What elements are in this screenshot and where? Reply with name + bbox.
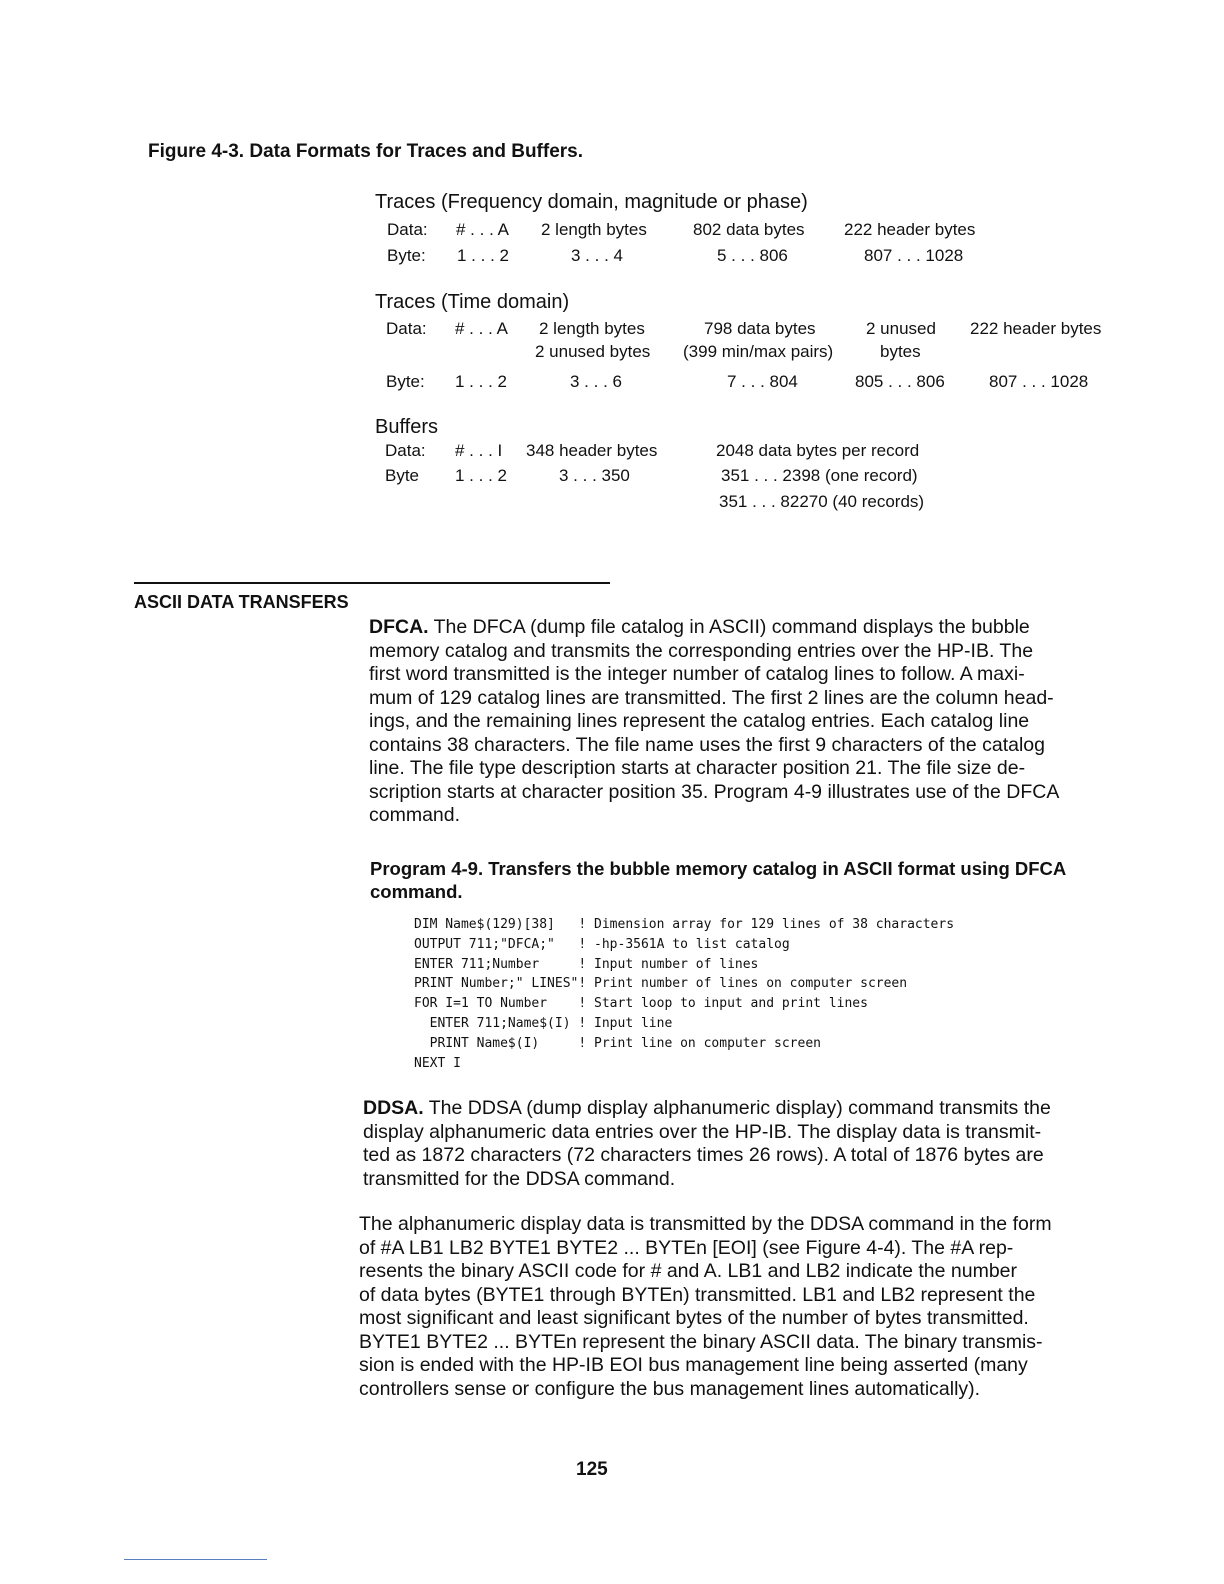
table-cell: 1 . . . 2 <box>455 372 507 391</box>
paragraph-line: mum of 129 catalog lines are transmitted. The first 2 lines are the column head- <box>369 686 1054 709</box>
paragraph-line: first word transmitted is the integer number of catalog lines to follow. A maxi- <box>369 663 1025 685</box>
paragraph-line: transmitted for the DDSA command. <box>363 1167 676 1190</box>
code-line: ENTER 711;Number ! Input number of lines <box>414 956 759 972</box>
table-label: Byte <box>385 466 420 485</box>
table-cell: 805 . . . 806 <box>855 372 945 391</box>
table-label: Data: <box>385 441 426 460</box>
program-code <box>414 915 954 1073</box>
figure-title: Figure 4-3. Data Formats for Traces and Buffers. <box>148 141 584 162</box>
table-cell: 802 data bytes <box>693 220 805 239</box>
alphanumeric-paragraph <box>359 1213 1052 1401</box>
table-cell: 1 . . . 2 <box>457 246 509 265</box>
paragraph-line: ted as 1872 characters (72 characters times 26 rows). A total of 1876 bytes are <box>363 1144 1044 1166</box>
table-cell: 2 unused <box>866 319 936 338</box>
ddsa-paragraph <box>363 1097 1051 1191</box>
code-line: PRINT Name$(I) ! Print line on computer screen <box>414 1035 821 1051</box>
bottom-rule <box>124 1559 267 1560</box>
paragraph-line: The alphanumeric display data is transmitted by the DDSA command in the form <box>359 1213 1052 1235</box>
program-title-line: Program 4-9. Transfers the bubble memory catalog in ASCII format using DFCA <box>370 858 1067 879</box>
ddsa-lead: DDSA. <box>363 1097 424 1119</box>
paragraph-line: ings, and the remaining lines represent the catalog entries. Each catalog line <box>369 710 1030 732</box>
table-cell: 351 . . . 2398 (one record) <box>721 466 918 485</box>
table-cell: 2 length bytes <box>539 319 645 338</box>
section-rule <box>134 582 610 584</box>
table-cell: 348 header bytes <box>526 441 658 460</box>
table-cell: 3 . . . 6 <box>570 372 622 391</box>
page-number: 125 <box>576 1459 608 1480</box>
paragraph-line: controllers sense or configure the bus management lines automatically). <box>359 1377 981 1400</box>
paragraph-line: of data bytes (BYTE1 through BYTEn) transmitted. LB1 and LB2 represent the <box>359 1283 1036 1306</box>
table-cell: 222 header bytes <box>970 319 1102 338</box>
paragraph-line: sion is ended with the HP-IB EOI bus management line being asserted (many <box>359 1354 1028 1376</box>
paragraph-line: resents the binary ASCII code for # and A. LB1 and LB2 indicate the number <box>359 1260 1018 1282</box>
table-label: Data: <box>386 319 427 338</box>
paragraph-line: most significant and least significant bytes of the number of bytes transmitted. <box>359 1307 1029 1329</box>
table-cell: 2048 data bytes per record <box>716 441 920 460</box>
table-cell: # . . . I <box>455 441 503 460</box>
section-heading: ASCII DATA TRANSFERS <box>134 592 349 612</box>
code-line: FOR I=1 TO Number ! Start loop to input and print lines <box>414 996 868 1012</box>
table-cell: 1 . . . 2 <box>455 466 507 485</box>
ddsa-first-line: The DDSA (dump display alphanumeric display) command transmits the <box>423 1097 1051 1119</box>
table-cell: 798 data bytes <box>704 319 816 338</box>
table-cell: 807 . . . 1028 <box>989 372 1089 391</box>
paragraph-line: command. <box>369 804 461 826</box>
dfca-lead: DFCA. <box>369 616 429 638</box>
table-cell: 2 length bytes <box>541 220 647 239</box>
paragraph-line: line. The file type description starts at character position 21. The file size de- <box>369 757 1026 779</box>
table-label: Byte: <box>387 246 426 265</box>
paragraph-line: display alphanumeric data entries over the HP-IB. The display data is transmit- <box>363 1120 1042 1143</box>
table-cell: # . . . A <box>456 220 509 239</box>
program-title-line: command. <box>370 881 463 902</box>
code-line: DIM Name$(129)[38] ! Dimension array for 129 lines of 38 characters <box>414 917 955 932</box>
table-cell: 807 . . . 1028 <box>864 246 964 265</box>
table-cell: 7 . . . 804 <box>727 372 798 391</box>
dfca-first-line: The DFCA (dump file catalog in ASCII) command displays the bubble <box>428 616 1030 638</box>
paragraph-line: scription starts at character position 35. Program 4-9 illustrates use of the DFCA <box>369 780 1060 803</box>
table-cell: 3 . . . 4 <box>571 246 623 265</box>
code-line: NEXT I <box>414 1055 461 1071</box>
paragraph-line: of #A LB1 LB2 BYTE1 BYTE2 ... BYTEn [EOI] (see Figure 4-4). The #A rep- <box>359 1236 1014 1259</box>
paragraph-line: contains 38 characters. The file name uses the first 9 characters of the catalog <box>369 733 1045 756</box>
code-line: OUTPUT 711;"DFCA;" ! -hp-3561A to list catalog <box>414 936 790 952</box>
code-line: PRINT Number;" LINES"! Print number of lines on computer screen <box>414 976 908 992</box>
table-cell: 351 . . . 82270 (40 records) <box>719 492 925 511</box>
traces-time-heading: Traces (Time domain) <box>375 291 570 313</box>
table-cell: bytes <box>880 342 921 361</box>
table-cell: 2 unused bytes <box>535 342 651 361</box>
traces-freq-heading: Traces (Frequency domain, magnitude or phase) <box>375 191 808 213</box>
paragraph-line: BYTE1 BYTE2 ... BYTEn represent the binary ASCII data. The binary transmis- <box>359 1330 1043 1353</box>
table-cell: 3 . . . 350 <box>559 466 630 485</box>
program-title <box>370 857 1066 903</box>
dfca-paragraph <box>369 616 1059 828</box>
paragraph-line: memory catalog and transmits the corresponding entries over the HP-IB. The <box>369 639 1034 662</box>
table-cell: (399 min/max pairs) <box>683 342 834 361</box>
table-cell: 222 header bytes <box>844 220 976 239</box>
table-label: Byte: <box>386 372 425 391</box>
buffers-heading: Buffers <box>375 416 438 438</box>
table-label: Data: <box>387 220 428 239</box>
code-line: ENTER 711;Name$(I) ! Input line <box>414 1015 673 1031</box>
table-cell: # . . . A <box>455 319 508 338</box>
table-cell: 5 . . . 806 <box>717 246 788 265</box>
